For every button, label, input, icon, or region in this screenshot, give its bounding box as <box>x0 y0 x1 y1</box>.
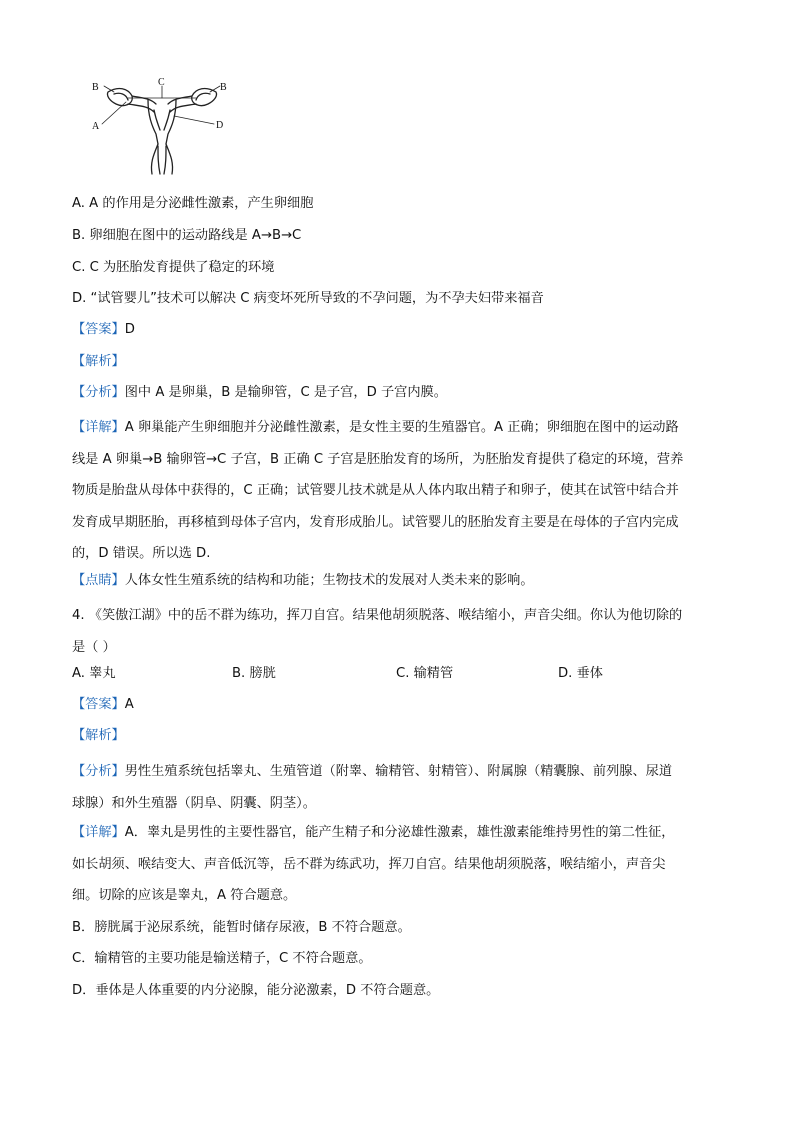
fenxi-line: 球腺）和外生殖器（阴阜、阴囊、阴茎）。 <box>72 795 316 811</box>
xiangjie-tag: 【详解】 <box>72 825 125 840</box>
fenxi-tag: 【分析】 <box>72 764 125 779</box>
q3-option-b: B. 卵细胞在图中的运动路线是 A→B→C <box>72 228 302 243</box>
xiangjie-line: 如长胡须、喉结变大、声音低沉等，岳不群为练武功，挥刀自宫。结果他胡须脱落，喉结缩小，声音尖 <box>72 856 666 872</box>
xiangjie-line: C．输精管的主要功能是输送精子，C 不符合题意。 <box>72 951 372 967</box>
figure-label-b-right: B <box>220 82 227 93</box>
q4-stem-line: 是（ ） <box>72 639 116 655</box>
reproductive-system-figure <box>88 74 236 178</box>
q4-stem-line: 4. 《笑傲江湖》中的岳不群为练功，挥刀自宫。结果他胡须脱落、喉结缩小，声音尖细。你认为他切除的 <box>72 608 683 623</box>
dianjing-text: 人体女性生殖系统的结构和功能；生物技术的发展对人类未来的影响。 <box>124 573 534 588</box>
fenxi-line: 男性生殖系统包括睾丸、生殖管道（附睾、输精管、射精管）、附属腺（精囊腺、前列腺、尿道 <box>124 764 673 779</box>
answer-value: A <box>124 697 134 712</box>
xiangjie-line: B．膀胱属于泌尿系统，能暂时储存尿液，B 不符合题意。 <box>72 919 411 935</box>
answer-tag: 【答案】 <box>72 697 125 712</box>
figure-label-a: A <box>92 121 100 132</box>
xiangjie-line: 发育成早期胚胎，再移植到母体子宫内，发育形成胎儿。试管婴儿的胚胎发育主要是在母体的子宫内完成 <box>72 514 679 530</box>
fenxi-text: 图中 A 是卵巢，B 是输卵管，C 是子宫，D 子宫内膜。 <box>124 385 447 400</box>
answer-tag: 【答案】 <box>72 322 125 337</box>
q4-jiexi-heading <box>72 724 125 743</box>
xiangjie-line: D．垂体是人体重要的内分泌腺，能分泌激素，D 不符合题意。 <box>72 982 440 998</box>
q4-stem <box>72 600 724 663</box>
q4-answer <box>72 693 134 712</box>
xiangjie-line: 细。切除的应该是睾丸，A 符合题意。 <box>72 888 297 904</box>
q4-fenxi <box>72 756 724 819</box>
xiangjie-line: A 卵巢能产生卵细胞并分泌雌性激素，是女性主要的生殖器官。A 正确；卵细胞在图中的运动路 <box>124 420 679 435</box>
fenxi-tag: 【分析】 <box>72 385 125 400</box>
q4-option-d: D. 垂体 <box>558 666 603 681</box>
q3-fenxi <box>72 381 447 400</box>
xiangjie-line: 线是 A 卵巢→B 输卵管→C 子宫，B 正确 C 子宫是胚胎发育的场所，为胚胎发育提供了稳定的环境，营养 <box>72 451 684 467</box>
q4-option-b: B. 膀胱 <box>232 666 276 681</box>
figure-label-c: C <box>158 77 165 88</box>
q4-xiangjie <box>72 817 724 1007</box>
q4-option-c: C. 输精管 <box>396 666 454 681</box>
q3-answer <box>72 318 135 337</box>
xiangjie-line: 物质是胎盘从母体中获得的，C 正确；试管婴儿技术就是从人体内取出精子和卵子，使其在试管中结合并 <box>72 483 679 499</box>
jiexi-tag: 【解析】 <box>72 354 125 369</box>
q3-jiexi-heading <box>72 350 125 369</box>
xiangjie-line: 的，D 错误。所以选 D. <box>72 546 211 562</box>
q3-option-a: A. A 的作用是分泌雌性激素，产生卵细胞 <box>72 196 314 211</box>
q3-dianjing <box>72 569 534 588</box>
dianjing-tag: 【点睛】 <box>72 573 125 588</box>
figure-label-d: D <box>216 120 224 131</box>
figure-label-b-left: B <box>92 82 99 93</box>
q4-option-a: A. 睾丸 <box>72 666 116 681</box>
answer-value: D <box>124 322 135 337</box>
q3-xiangjie <box>72 412 724 570</box>
xiangjie-line: A．睾丸是男性的主要性器官，能产生精子和分泌雄性激素，雄性激素能维持男性的第二性征， <box>124 825 675 840</box>
xiangjie-tag: 【详解】 <box>72 420 125 435</box>
jiexi-tag: 【解析】 <box>72 728 125 743</box>
q3-option-c: C. C 为胚胎发育提供了稳定的环境 <box>72 260 275 275</box>
q3-option-d: D. “试管婴儿”技术可以解决 C 病变坏死所导致的不孕问题，为不孕夫妇带来福音 <box>72 291 544 306</box>
